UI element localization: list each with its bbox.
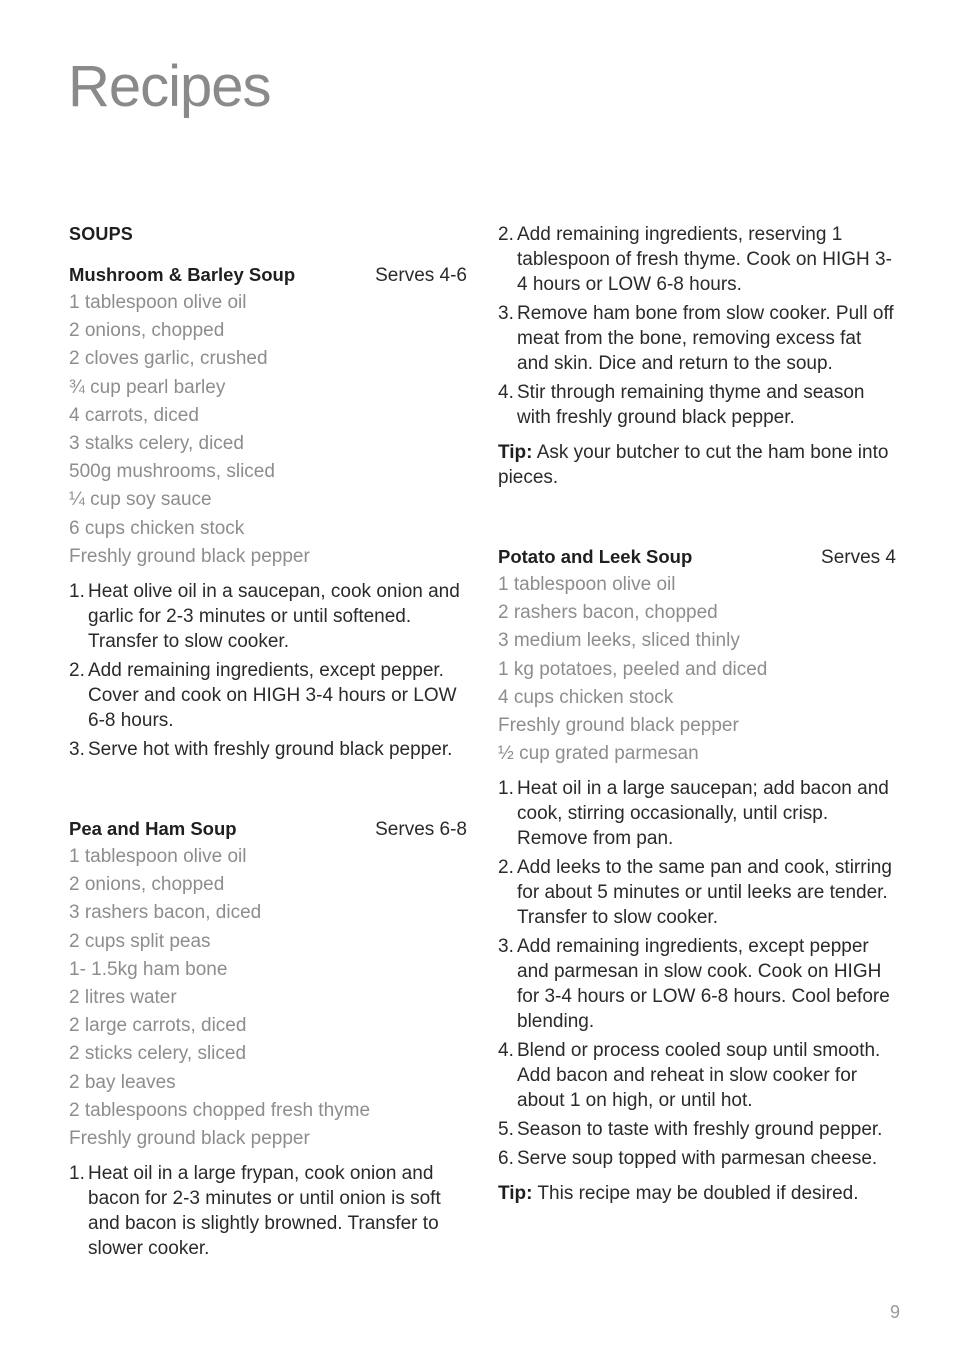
step-number: 3. <box>498 936 514 958</box>
method-step <box>498 301 896 376</box>
ingredient-item: 2 onions, chopped <box>69 874 225 896</box>
recipe-spacer <box>498 490 896 544</box>
method-step <box>69 579 467 654</box>
ingredient-item: 2 bay leaves <box>69 1071 176 1093</box>
recipe-tip <box>498 440 896 490</box>
step-text: Stir through remaining thyme and season with freshly ground black pepper. <box>517 382 865 428</box>
recipe-spacer <box>69 766 467 816</box>
recipe-header <box>69 816 467 843</box>
ingredient-item: 2 cups split peas <box>69 930 211 952</box>
ingredient-item: 1 tablespoon olive oil <box>69 292 247 313</box>
left-column <box>69 222 467 1265</box>
step-text: Add remaining ingredients, reserving 1 tablespoon of fresh thyme. Cook on HIGH 3-4 hours or LOW 6-8 hours. <box>517 224 892 295</box>
tip-label: Tip: <box>498 442 533 463</box>
ingredient-item: 2 large carrots, diced <box>69 1015 247 1037</box>
step-text: Add leeks to the same pan and cook, stirring for about 5 minutes or until leeks are tender. Transfer to slow cooker. <box>517 857 892 929</box>
ingredient-item: 3 stalks celery, diced <box>69 433 244 455</box>
ingredient-item: Freshly ground black pepper <box>69 1128 310 1150</box>
method-step <box>498 934 896 1034</box>
ingredient-item: 2 sticks celery, sliced <box>69 1043 247 1065</box>
method-step <box>498 1117 896 1142</box>
ingredient-item: 6 cups chicken stock <box>69 517 245 539</box>
ingredient-item: Freshly ground black pepper <box>69 545 310 567</box>
method-step <box>69 1161 467 1261</box>
step-text: Season to taste with freshly ground pepper. <box>517 1119 883 1141</box>
step-number: 1. <box>498 778 514 800</box>
method-step <box>498 1146 896 1171</box>
recipe-tip <box>498 1181 896 1206</box>
ingredient-item: 4 carrots, diced <box>69 404 199 426</box>
step-text: Heat olive oil in a saucepan, cook onion and garlic for 2-3 minutes or until softened. Transfer to slow cooker. <box>88 581 460 653</box>
ingredient-list <box>69 289 467 571</box>
method-step <box>69 737 467 762</box>
ingredient-item: 3 rashers bacon, diced <box>69 902 262 924</box>
recipe-serves: Serves 4 <box>821 547 896 568</box>
tip-text: Ask your butcher to cut the ham bone into pieces. <box>498 442 889 488</box>
method-steps <box>69 1161 467 1261</box>
step-number: 1. <box>69 1163 85 1185</box>
ingredient-item: ½ cup grated parmesan <box>498 743 699 765</box>
step-number: 3. <box>498 303 514 324</box>
recipe-header <box>498 544 896 571</box>
page-number: 9 <box>889 1302 900 1322</box>
recipe-mushroom-barley-soup <box>69 262 467 762</box>
ingredient-item: Freshly ground black pepper <box>498 715 739 737</box>
step-text: Add remaining ingredients, except pepper and parmesan in slow cook. Cook on HIGH for 3-4 hours or LOW 6-8 hours. Cool before blending. <box>517 936 890 1033</box>
ingredient-item: 2 tablespoons chopped fresh thyme <box>69 1099 371 1121</box>
method-steps <box>69 579 467 762</box>
method-step <box>69 658 467 733</box>
step-text: Serve soup topped with parmesan cheese. <box>517 1148 878 1170</box>
ingredient-item: 1 tablespoon olive oil <box>498 574 676 595</box>
ingredient-item: 3 medium leeks, sliced thinly <box>498 630 740 652</box>
recipe-potato-leek-soup <box>498 544 896 1206</box>
step-number: 2. <box>498 224 514 245</box>
page-title: Recipes <box>68 54 271 119</box>
ingredient-item: ¾ cup pearl barley <box>69 376 226 398</box>
ingredient-item: ¼ cup soy sauce <box>69 489 212 511</box>
recipe-pea-ham-soup-continued <box>498 222 896 490</box>
step-text: Remove ham bone from slow cooker. Pull off meat from the bone, removing excess fat and skin. Dice and return to the soup. <box>517 303 894 374</box>
right-column <box>498 222 896 1206</box>
ingredient-item: 4 cups chicken stock <box>498 686 674 708</box>
method-step <box>498 776 896 851</box>
ingredient-list <box>498 571 896 768</box>
step-text: Serve hot with freshly ground black pepper. <box>88 739 453 761</box>
ingredient-item: 2 litres water <box>69 987 177 1009</box>
recipe-serves: Serves 4-6 <box>375 265 467 286</box>
recipe-title: Pea and Ham Soup <box>69 818 237 840</box>
method-steps <box>498 222 896 430</box>
recipe-title: Mushroom & Barley Soup <box>69 264 296 285</box>
recipe-title: Potato and Leek Soup <box>498 546 693 567</box>
ingredient-item: 2 rashers bacon, chopped <box>498 602 718 624</box>
step-number: 2. <box>69 660 85 682</box>
step-number: 2. <box>498 857 514 879</box>
method-step <box>498 855 896 930</box>
ingredient-item: 2 cloves garlic, crushed <box>69 348 268 370</box>
ingredient-list <box>69 843 467 1153</box>
recipe-pea-ham-soup <box>69 816 467 1261</box>
step-text: Heat oil in a large saucepan; add bacon and cook, stirring occasionally, until crisp. Remove from pan. <box>517 778 889 850</box>
method-steps <box>498 776 896 1171</box>
step-text: Heat oil in a large frypan, cook onion and bacon for 2-3 minutes or until onion is soft and bacon is slightly browned. Transfer to slower cooker. <box>88 1163 441 1260</box>
method-step <box>498 380 896 430</box>
ingredient-item: 500g mushrooms, sliced <box>69 461 275 483</box>
ingredient-item: 1- 1.5kg ham bone <box>69 958 228 980</box>
recipe-header <box>69 262 467 289</box>
step-text: Add remaining ingredients, except pepper. Cover and cook on HIGH 3-4 hours or LOW 6-8 hours. <box>88 660 457 732</box>
tip-label: Tip: <box>498 1183 533 1205</box>
step-number: 4. <box>498 1040 514 1062</box>
step-number: 5. <box>498 1119 514 1141</box>
ingredient-item: 1 tablespoon olive oil <box>69 846 247 868</box>
tip-text: This recipe may be doubled if desired. <box>532 1183 859 1205</box>
method-step <box>498 1038 896 1113</box>
recipe-serves: Serves 6-8 <box>375 819 467 841</box>
step-number: 1. <box>69 581 85 603</box>
step-number: 4. <box>498 382 514 403</box>
step-number: 6. <box>498 1148 514 1170</box>
section-heading: SOUPS <box>69 224 134 244</box>
ingredient-item: 2 onions, chopped <box>69 320 225 342</box>
ingredient-item: 1 kg potatoes, peeled and diced <box>498 658 768 680</box>
step-text: Blend or process cooled soup until smooth. Add bacon and reheat in slow cooker for about 1 on high, or until hot. <box>517 1040 881 1112</box>
method-step <box>498 222 896 297</box>
step-number: 3. <box>69 739 85 761</box>
